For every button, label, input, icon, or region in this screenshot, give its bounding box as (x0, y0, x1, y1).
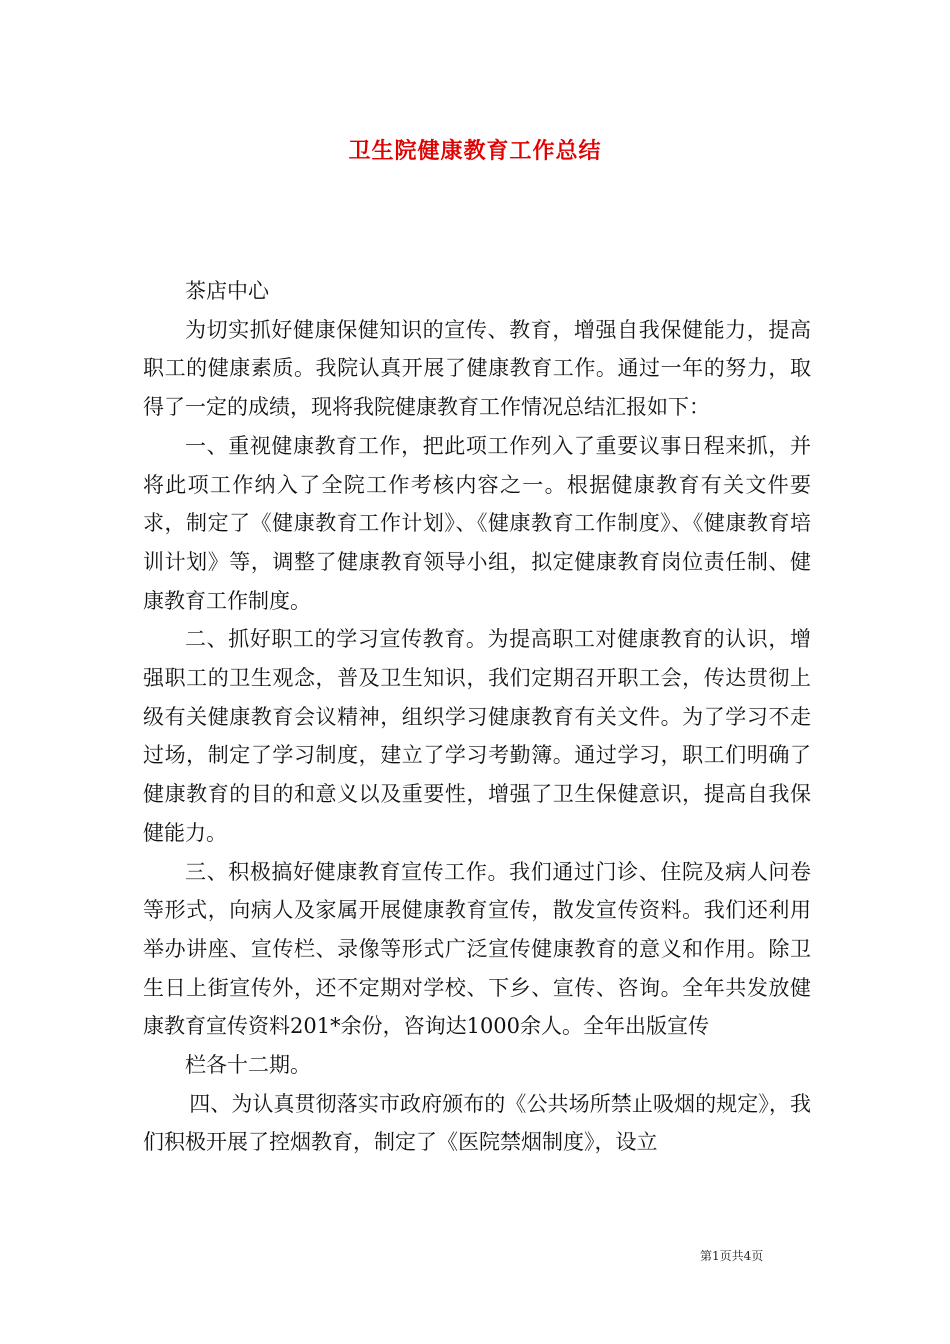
paragraph-section-3-continued: 栏各十二期。 (185, 1053, 311, 1078)
paragraph-section-4: 四、为认真贯彻落实市政府颁布的《公共场所禁止吸烟的规定》，我们积极开展了控烟教育，制定了《医院禁烟制度》，设立 (143, 1091, 811, 1155)
paragraph-section-1: 一、重视健康教育工作，把此项工作列入了重要议事日程来抓，并将此项工作纳入了全院工作考核内容之一。根据健康教育有关文件要求，制定了《健康教育工作计划》、《健康教育工作制度》、《健康教育培训计划》等，调整了健康教育领导小组，拟定健康教育岗位责任制、健康教育工作制度。 (143, 433, 811, 613)
document-body (143, 272, 811, 1162)
paragraph-section-2: 二、抓好职工的学习宣传教育。为提高职工对健康教育的认识，增强职工的卫生观念，普及卫生知识，我们定期召开职工会，传达贯彻上级有关健康教育会议精神，组织学习健康教育有关文件。为了学习不走过场，制定了学习制度，建立了学习考勤簿。通过学习，职工们明确了健康教育的目的和意义以及重要性，增强了卫生保健意识，提高自我保健能力。 (143, 627, 811, 845)
page-number: 第1页共4页 (700, 1249, 764, 1263)
paragraph-unit-name: 茶店中心 (185, 279, 269, 303)
paragraph-section-3: 三、积极搞好健康教育宣传工作。我们通过门诊、住院及病人问卷等形式，向病人及家属开展健康教育宣传，散发宣传资料。我们还利用举办讲座、宣传栏、录像等形式广泛宣传健康教育的意义和作用。除卫生日上街宣传外，还不定期对学校、下乡、宣传、咨询。全年共发放健康教育宣传资料201*余份，咨询达1000余人。全年出版宣传 (143, 859, 811, 1039)
document-title: 卫生院健康教育工作总结 (348, 139, 602, 164)
paragraph-intro: 为切实抓好健康保健知识的宣传、教育，增强自我保健能力，提高职工的健康素质。我院认真开展了健康教育工作。通过一年的努力，取得了一定的成绩，现将我院健康教育工作情况总结汇报如下： (143, 317, 811, 420)
